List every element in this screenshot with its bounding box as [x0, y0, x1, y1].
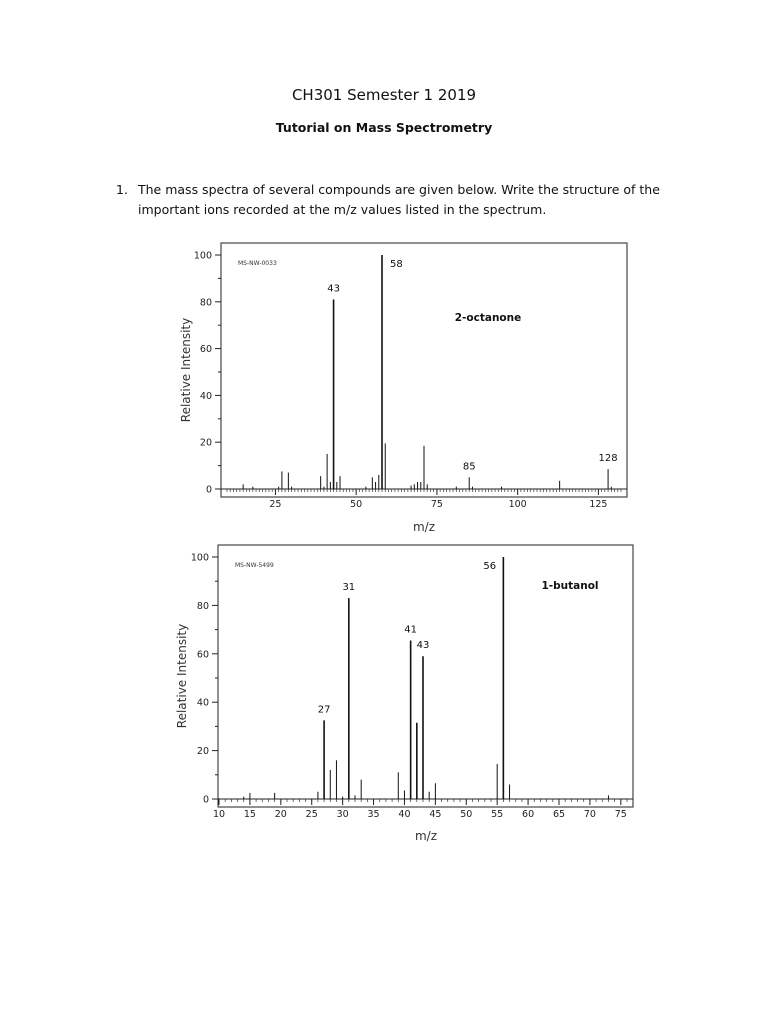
- question-1: [116, 180, 686, 220]
- x-tick-label: 15: [243, 809, 256, 820]
- y-tick-label: 20: [196, 746, 209, 758]
- document-subtitle: Tutorial on Mass Spectrometry: [275, 120, 493, 135]
- x-tick-label: 60: [522, 809, 535, 820]
- y-tick-label: 100: [190, 552, 209, 564]
- x-tick-label: 25: [305, 809, 318, 820]
- y-tick-label: 40: [199, 390, 212, 402]
- y-tick-label: 0: [202, 794, 209, 806]
- y-axis-label: Relative Intensity: [175, 623, 189, 729]
- y-tick-label: 20: [199, 437, 212, 449]
- y-tick-label: 40: [196, 697, 209, 709]
- question-number: 1.: [116, 182, 128, 197]
- compound-label: 1-butanol: [541, 580, 599, 592]
- compound-label: 2-octanone: [454, 312, 522, 324]
- peak-label: 31: [342, 582, 356, 594]
- peak-label: 128: [598, 453, 618, 465]
- x-tick-label: 65: [552, 809, 566, 820]
- peak-label: 43: [416, 640, 430, 652]
- x-tick-label: 30: [336, 809, 349, 820]
- spectrum-code: MS-NW-0033: [238, 260, 277, 267]
- x-tick-label: 75: [430, 499, 443, 510]
- x-axis-label: m/z: [412, 520, 436, 534]
- peak-label: 58: [390, 259, 403, 270]
- x-tick-label: 10: [212, 809, 226, 820]
- x-tick-label: 50: [350, 499, 363, 510]
- peak-label: 43: [327, 283, 340, 295]
- y-tick-label: 60: [196, 649, 209, 661]
- peak-label: 56: [483, 561, 497, 572]
- spectrum-1-butanol: [0, 540, 768, 852]
- y-tick-label: 100: [193, 250, 212, 262]
- x-tick-label: 25: [269, 499, 282, 510]
- y-tick-label: 60: [199, 344, 212, 356]
- y-axis-label: Relative Intensity: [179, 317, 193, 423]
- peak-label: 85: [462, 461, 476, 473]
- x-tick-label: 55: [491, 809, 504, 820]
- question-text: The mass spectra of several compounds are given below. Write the structure of the important ions recorded at the m/z values listed in the spectrum.: [138, 182, 660, 217]
- y-tick-label: 80: [196, 600, 209, 612]
- x-tick-label: 35: [367, 809, 380, 820]
- y-tick-label: 0: [205, 484, 212, 496]
- x-tick-label: 75: [614, 809, 627, 820]
- spectrum-2-octanone: [0, 238, 768, 538]
- spectrum-code: MS-NW-5499: [235, 562, 274, 569]
- x-axis-label: m/z: [414, 829, 438, 843]
- x-tick-label: 125: [589, 499, 608, 510]
- y-tick-label: 80: [199, 297, 212, 309]
- peak-label: 41: [404, 624, 418, 636]
- peak-label: 27: [317, 704, 331, 716]
- x-tick-label: 50: [460, 809, 473, 820]
- x-tick-label: 100: [508, 499, 527, 510]
- x-tick-label: 45: [429, 809, 442, 820]
- document-title: CH301 Semester 1 2019: [291, 86, 477, 104]
- x-tick-label: 20: [274, 809, 287, 820]
- x-tick-label: 40: [398, 809, 411, 820]
- x-tick-label: 70: [583, 809, 596, 820]
